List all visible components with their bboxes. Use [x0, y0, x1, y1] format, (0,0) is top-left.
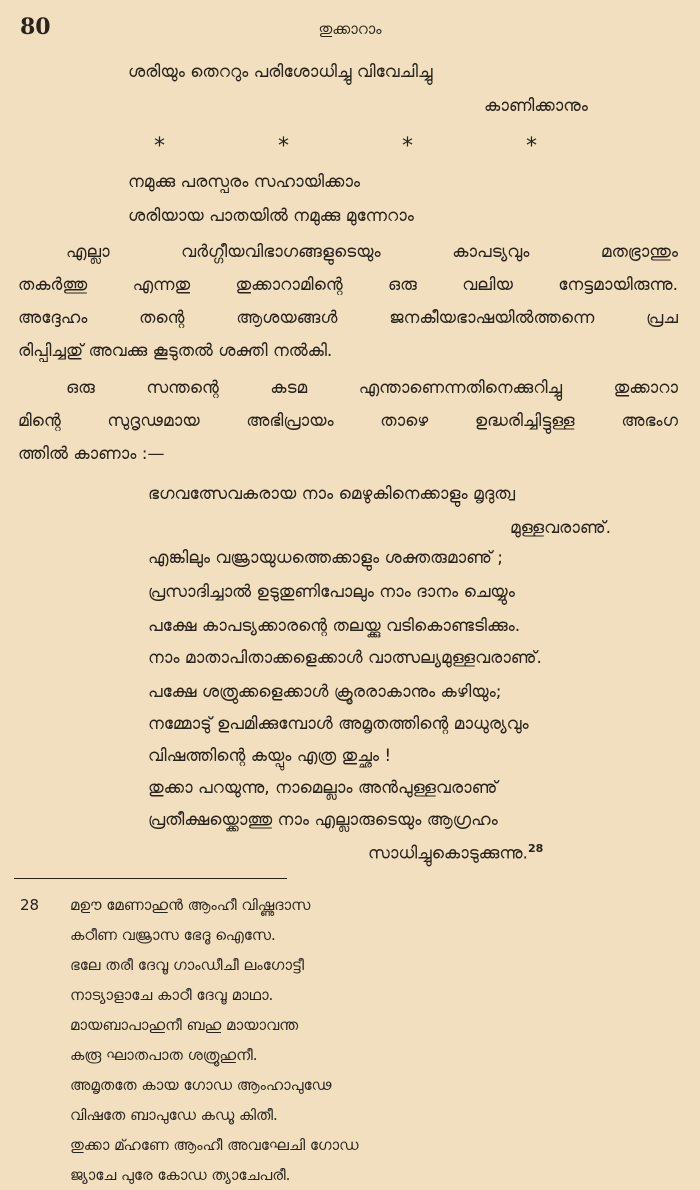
footnote-line: മായബാപാഹുനീ ബഹു മായാവന്ത	[70, 1016, 299, 1034]
quote-line: നാം മാതാപിതാക്കളെക്കാൾ വാത്സല്യമുള്ളവരാണു്.	[148, 648, 542, 668]
running-title: തുക്കാറാം	[318, 20, 382, 38]
paragraph-1-line-3: അദ്ദേഹം തന്റെ ആശയങ്ങൾ ജനകീയഭാഷയിൽത്തന്നെ പ്രച	[18, 308, 678, 328]
paragraph-2-line-2: മിന്റെ സുദൃഢമായ അഭിപ്രായം താഴെ ഉദ്ധരിച്ചിട്ടുള്ള അഭംഗ	[18, 411, 678, 431]
paragraph-1-line-2: തകർത്തു എന്നതു തുക്കാറാമിന്റെ ഒരു വലിയ നേട്ടമായിരുന്നു.	[18, 275, 678, 295]
quote-line: പക്ഷേ ശത്രുക്കളെക്കാൾ ക്രൂരരാകാനും കഴിയും;	[148, 682, 502, 702]
star-1: *	[154, 134, 165, 159]
quote-line: മുള്ളവരാണു്.	[510, 518, 611, 538]
verse-line-1: ശരിയും തെററും പരിശോധിച്ചു വിവേചിച്ചു	[128, 62, 433, 82]
footnote-line: അമൃതതേ കായ ഗോഡ ആംഹാപുഢേ	[70, 1076, 332, 1094]
star-2: *	[278, 134, 289, 159]
star-4: *	[526, 134, 537, 159]
footnote-line: നാട്യാളാചേ കാഠീ ദേവൂ മാഥാ.	[70, 986, 274, 1004]
quote-line-last	[368, 842, 543, 864]
star-3: *	[402, 134, 413, 159]
footnote-number: 28	[20, 896, 40, 914]
footnote-line-text: മഊ മേണാഹുൻ ആംഹീ വിഷ്ണുദാസ	[70, 896, 311, 914]
quote-line: പക്ഷേ കാപട്യക്കാരന്റെ തലയ്ക്കു വടികൊണ്ടടിക്കും.	[148, 616, 521, 636]
footnote-line	[20, 890, 359, 920]
footnote-line: കഠീണ വജ്രാസ ഭേദൂ ഐസേ.	[70, 926, 276, 944]
quote-line: ഭഗവത്സേവകരായ നാം മെഴുകിനെക്കാളും മൃദുത്വ	[148, 484, 516, 504]
quote-line: വിഷത്തിന്റെ കയ്പും എത്ര തുച്ഛം !	[148, 746, 392, 766]
quote-line: എങ്കിലും വജ്രായുധത്തെക്കാളും ശക്തരുമാണു് ;	[148, 548, 504, 568]
paragraph-2-line-1: ഒരു സന്തന്റെ കടമ എന്താണെന്നതിനെക്കുറിച്ചു തുക്കാറാ	[66, 378, 678, 398]
quote-line: പ്രസാദിച്ചാൽ ഉടുതുണിപോലും നാം ദാനം ചെയ്യും	[148, 582, 515, 602]
quote-line: നമ്മോടു് ഉപമിക്കുമ്പോൾ അമൃതത്തിന്റെ മാധുര്യവും	[148, 714, 529, 734]
footnote-line: കരൂ ഘാതപാത ശത്രൂഹുനീ.	[70, 1046, 258, 1064]
footnote	[20, 890, 359, 1190]
verse-line-4: ശരിയായ പാതയിൽ നമുക്കു മുന്നേറാം	[128, 206, 414, 226]
paragraph-2-line-3: ത്തിൽ കാണാം :—	[18, 444, 165, 464]
verse-line-3: നമുക്കു പരസ്പരം സഹായിക്കാം	[128, 172, 361, 192]
footnote-marker[interactable]: 28	[527, 842, 544, 855]
quote-line: പ്രതീക്ഷയ്ക്കൊത്തു നാം എല്ലാരുടെയും ആഗ്രഹം	[148, 810, 498, 830]
footnote-line: ജ്യാചേ പുരേ കോഡ ത്യാചേപരീ.	[70, 1166, 291, 1184]
page-number: 80	[20, 14, 51, 40]
verse-line-2: കാണിക്കാനും	[484, 96, 588, 116]
footnote-line: തുക്കാ മ്ഹണേ ആംഹീ അവഘേചി ഗോഡ	[70, 1136, 359, 1154]
footnote-line: വിഷതേ ബാപുഡേ കഡൂ കിതീ.	[70, 1106, 278, 1124]
footnote-rule	[14, 878, 287, 879]
quote-line-last-text: സാധിച്ചുകൊടുക്കുന്നു.	[368, 843, 528, 864]
paragraph-1-line-1: എല്ലാ വർഗ്ഗീയവിഭാഗങ്ങളുടെയും കാപട്യവും മതഭ്രാന്തും	[66, 242, 678, 262]
footnote-line: ഭലേ തരീ ദേവൂ ഗാംഡീചീ ലംഗോട്ടീ	[70, 956, 304, 974]
quote-line: തുക്കാ പറയുന്നു, നാമെല്ലാം അൻപുള്ളവരാണു്	[148, 778, 498, 798]
paragraph-1-line-4: രിപ്പിച്ചതു് അവക്കു കൂടുതൽ ശക്തി നൽകി.	[18, 341, 333, 361]
